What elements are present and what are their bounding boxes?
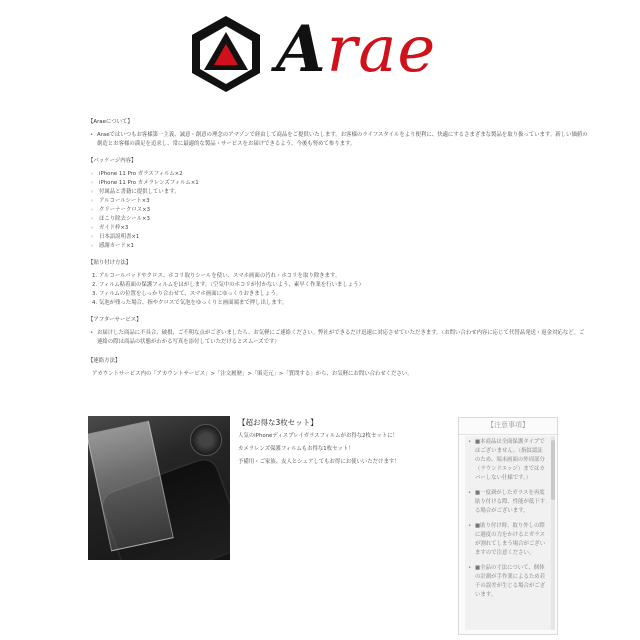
package-item: › iPhone 11 Pro ガラスフィルム×2	[88, 170, 588, 179]
brand-logo[interactable]	[186, 14, 476, 94]
notes-title: 【注意事項】	[459, 418, 557, 435]
package-item: › クリーナークロス×3	[88, 206, 588, 215]
package-item: › 付属品と書籍に提供しています。	[88, 188, 588, 197]
wordmark-rest: rae	[326, 13, 437, 87]
after-service-title: 【アフターサービス】	[88, 317, 142, 323]
wordmark-initial: A	[276, 12, 327, 87]
notes-scroll-area[interactable]	[465, 436, 551, 630]
promo-block	[238, 418, 448, 467]
notes-scrollbar[interactable]	[551, 436, 555, 630]
package-item: › ガイド枠×3	[88, 224, 588, 233]
notes-panel	[458, 417, 558, 635]
install-title: 【貼り付け方法】	[88, 260, 132, 266]
contact-body: アカウントサービス内の「アカウントサービス」>「注文履歴」>「販売元」>「質問する」から、お気軽にお問い合わせください。	[92, 371, 413, 377]
note-item: • ■本商品は全面保護タイプではございません。（指紋認証のため、端末画面の外周部分（ラウンドエッジ）まではカバーしない仕様です。）	[465, 436, 551, 487]
contact-title: 【連絡方法】	[88, 358, 121, 364]
glass-film-image	[88, 421, 174, 552]
package-list	[88, 170, 588, 251]
brand-wordmark	[276, 10, 436, 90]
install-step: 4. 気泡が残った場合、指やクロスで気泡をゆっくりと画面端まで押し出します。	[92, 300, 288, 306]
note-item: • ■一度剥がしたガラスを再度貼り付ける際、性能が低下する場合がございます。	[465, 487, 551, 520]
package-item: › ほこり除去シール×3	[88, 215, 588, 224]
package-item: › アルコールシート×3	[88, 197, 588, 206]
about-body: • Araeではいつもお客様第一主義、誠意・創意の理念のアマゾンで経由して商品をご提供いたします。お客様のライフスタイルをより便利に、快適にするさまざまな製品を取り扱っています。新しい価値の創造とお客様の満足を追求し、常に最適的な製品・サービスをお届けできるよう、今後も努めて参ります。	[88, 131, 588, 149]
package-item: › iPhone 11 Pro カメラレンズフィルム×1	[88, 179, 588, 188]
notes-scrollbar-thumb[interactable]	[551, 440, 555, 500]
promo-line: 予備用・ご家族、友人とシェアしてもお得にお使いいただけます！	[238, 459, 400, 465]
package-title: 【パッケージ内容】	[88, 158, 137, 164]
about-title: 【Araeについて】	[88, 119, 133, 125]
description-content	[88, 112, 588, 379]
promo-line: 人気のiPhoneディスプレイガラスフィルムがお得な2枚セットに！	[238, 433, 398, 439]
promo-title: 【超お得な3枚セット】	[238, 418, 318, 427]
package-item: › 感謝カード×1	[88, 242, 588, 251]
install-step: 3. フィルムの位置をしっかり合わせて、スマホ画面にゆっくりおきましょう。	[92, 291, 282, 297]
note-item: • ■全品の寸法について、個体の計測が手作業によるため若干の誤差が生じる場合がございます。	[465, 562, 551, 604]
promo-line: カメラレンズ保護フィルムもお得な1枚セット！	[238, 446, 354, 452]
hexagon-triangle-logo-icon	[186, 14, 266, 94]
package-item: › 日本語説明書×1	[88, 233, 588, 242]
after-service-body: • お届けした商品に不具合、破損、ご不明な点がございましたら、お気軽にご連絡ください。弊社ができるだけ迅速に対応させていただきます。（お問い合わせ内容に応じて代替品発送・返金対応など。ご連絡の際は商品の状態がわかる写真を添付していただけるとスムーズです）	[88, 329, 588, 347]
install-step: 2. フィルム粘着面の保護フィルムをはがします。（空気中のホコリが付かないよう、素早く作業を行いましょう）	[92, 282, 364, 288]
note-item: • ■貼り付け時、取り外しの際に過度の力をかけるとガラスが割れてしまう場合がございますので注意ください。	[465, 520, 551, 562]
install-step: 1. アルコールパッドやクロス、ホコリ取りシールを使い、スマホ画面の汚れ・ホコリを取り除きます。	[92, 273, 341, 279]
product-photo	[88, 416, 230, 560]
install-steps	[88, 272, 588, 308]
camera-lens-image	[190, 424, 222, 456]
